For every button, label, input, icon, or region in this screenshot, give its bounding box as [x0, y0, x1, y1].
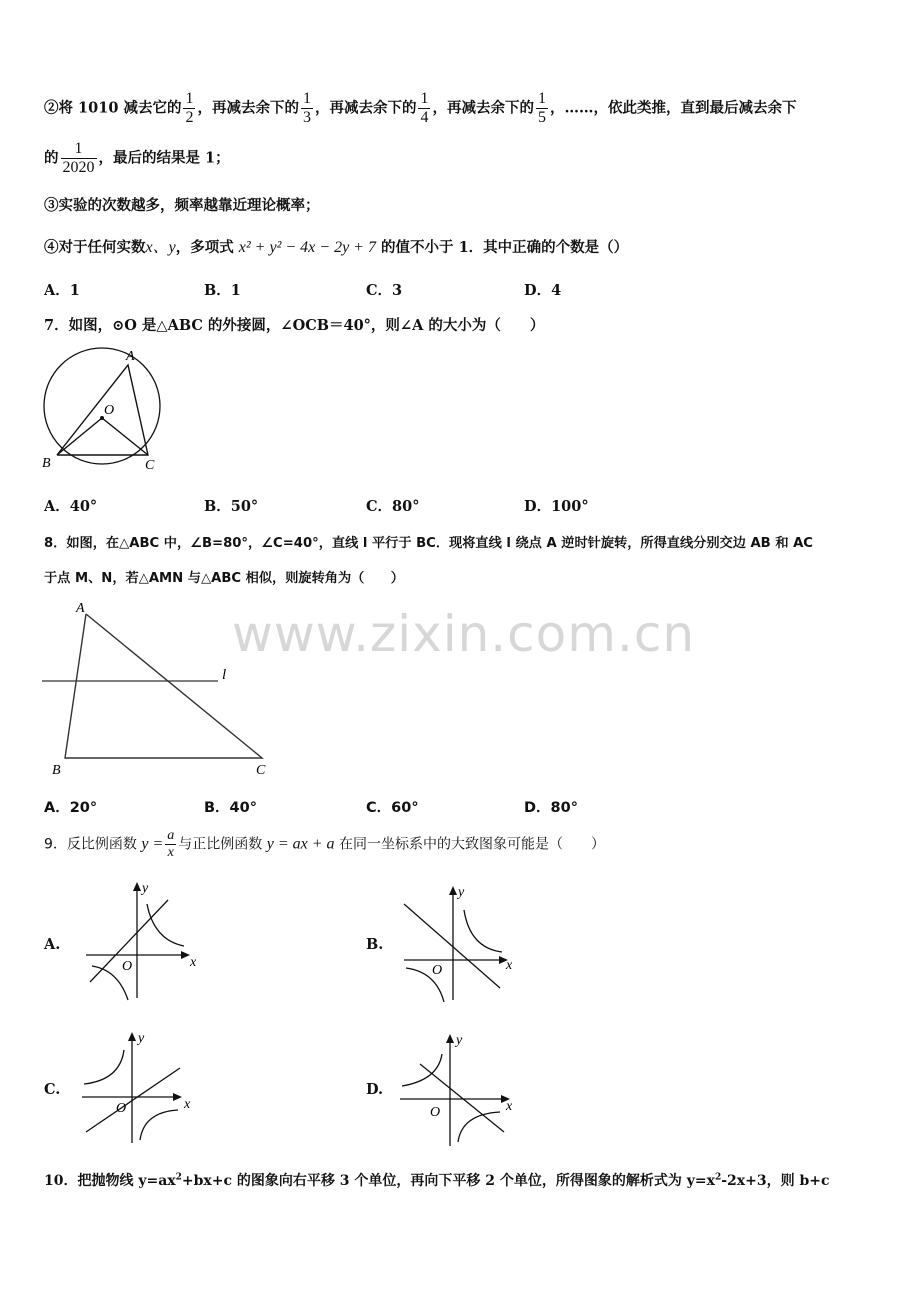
q6-item3: ③实验的次数越多，频率越靠近理论概率；: [44, 197, 320, 214]
fraction-1-5: $\frac{1}{5}$: [537, 90, 546, 126]
q9-b-label-x: x: [506, 958, 513, 973]
q6-item4: ④对于任何实数x、y，多项式 x² + y² − 4x − 2y + 7 的值不小于 1．其中正确的个数是（）: [44, 239, 629, 256]
q9-d-label-origin: O: [430, 1105, 441, 1120]
q10-stem: 10．把抛物线 $y=ax^2+bx+c$ 的图象向右平移 3 个单位，再向下平移 2 个单位，所得图象的解析式为 $y=x^2-2x+3$，则 b+c: [44, 1172, 830, 1189]
q9-option-d-label: D.: [366, 1081, 384, 1098]
q6-item2-line1: ②将 1010 减去它的 $\frac{1}{2}$ ，再减去余下的 $\frac{1}{3}$ ，再减去余下的 $\frac{1}{4}$ ，再减去余下的 $\frac{1}{5}$ ，……，依此类推，直到最后减去余下: [44, 90, 797, 126]
q7-label-o: O: [104, 403, 115, 418]
q9-a-label-origin: O: [122, 959, 133, 974]
watermark: www.zixin.com.cn: [232, 605, 696, 663]
q9-option-b-label: B.: [366, 936, 384, 953]
q8-option-c: C．60°: [366, 800, 419, 816]
q9-d-label-x: x: [506, 1099, 513, 1114]
fraction-1-2020: $\frac{1}{2020}$: [62, 140, 95, 176]
fraction-a-over-x: $\frac{a}{x}$: [167, 828, 175, 860]
q9-b-label-y: y: [458, 885, 465, 900]
polynomial-expression: x² + y² − 4x − 2y + 7: [238, 239, 376, 256]
q8-label-l: l: [222, 667, 227, 683]
q9-graph-d: [396, 1028, 536, 1158]
q7-stem: 7．如图，⊙O 是△ABC 的外接圆，∠OCB＝40°，则∠A 的大小为（ ）: [44, 317, 545, 334]
q9-b-label-origin: O: [432, 963, 443, 978]
fraction-1-2: $\frac{1}{2}$: [185, 90, 194, 126]
linear-function: y = ax + a: [266, 835, 335, 853]
q9-graph-c: [80, 1028, 220, 1158]
q8-stem-line1: 8．如图，在△ABC 中，∠B=80°，∠C=40°，直线 l 平行于 BC．现将直线 l 绕点 A 逆时针旋转，所得直线分别交边 AB 和 AC: [44, 536, 813, 551]
q9-a-label-x: x: [190, 955, 197, 970]
q9-d-label-y: y: [456, 1033, 463, 1048]
q7-label-a: A: [126, 349, 135, 364]
q7-label-c: C: [145, 458, 155, 473]
q9-c-label-y: y: [138, 1031, 145, 1046]
q7-label-b: B: [42, 456, 51, 471]
q9-c-label-x: x: [184, 1097, 191, 1112]
q9-graph-b: [398, 880, 538, 1010]
q7-option-a: A．40°: [44, 498, 98, 515]
q7-circle-figure: [38, 345, 178, 475]
q6-option-d: D．4: [524, 282, 562, 299]
q9-a-label-y: y: [142, 881, 149, 896]
q9-option-c-label: C.: [44, 1081, 61, 1098]
q6-item2-line2: 的 $\frac{1}{2020}$ ，最后的结果是 1；: [44, 140, 230, 176]
q8-label-c: C: [256, 763, 266, 778]
q8-option-a: A．20°: [44, 800, 98, 816]
q6-option-c: C．3: [366, 282, 403, 299]
q8-option-d: D．80°: [524, 800, 578, 816]
q7-option-c: C．80°: [366, 498, 420, 515]
q6-option-a: A．1: [44, 282, 80, 299]
q8-label-b: B: [52, 763, 61, 778]
q8-option-b: B．40°: [204, 800, 257, 816]
q7-option-d: D．100°: [524, 498, 589, 515]
q9-option-a-label: A.: [44, 936, 61, 953]
q6-option-b: B．1: [204, 282, 241, 299]
fraction-1-3: $\frac{1}{3}$: [302, 90, 311, 126]
q9-c-label-origin: O: [116, 1101, 127, 1116]
q7-option-b: B．50°: [204, 498, 259, 515]
q8-label-a: A: [76, 601, 85, 616]
fraction-1-4: $\frac{1}{4}$: [420, 90, 429, 126]
q8-stem-line2: 于点 M、N，若△AMN 与△ABC 相似，则旋转角为（ ）: [44, 571, 404, 586]
q9-graph-a: [80, 878, 220, 1008]
q9-stem: 9．反比例函数 y = $\frac{a}{x}$ 与正比例函数 y = ax + a 在同一坐标系中的大致图象可能是（ ）: [44, 828, 605, 860]
